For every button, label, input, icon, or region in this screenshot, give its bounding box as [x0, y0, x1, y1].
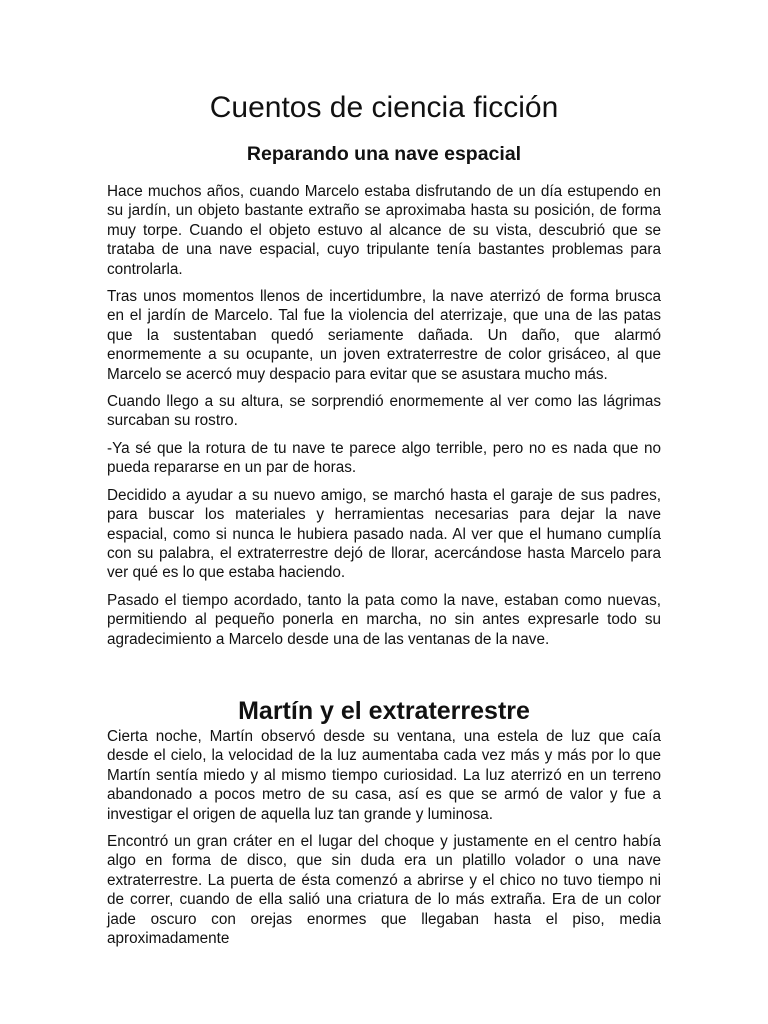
paragraph: Encontró un gran cráter en el lugar del choque y justamente en el centro había algo en forma de disco, que sin duda era un platillo volador o una nave extraterrestre. La puerta de ésta comenzó a abrirse y el chico no tuvo tiempo ni de correr, cuando de ella salió una criatura de lo más extraña. Era de un color jade oscuro con orejas enormes que llegaban hasta el piso, media aproximadamente: [107, 833, 661, 948]
story-body-martin: [107, 727, 661, 956]
paragraph: Decidido a ayudar a su nuevo amigo, se marchó hasta el garaje de sus padres, para buscar los materiales y herramientas necesarias para dejar la nave espacial, como si nunca le hubiera pasado nada. Al ver que el humano cumplía con su palabra, el extraterrestre dejó de llorar, acercándose hasta Marcelo para ver qué es lo que estaba haciendo.: [107, 486, 661, 582]
paragraph: -Ya sé que la rotura de tu nave te parece algo terrible, pero no es nada que no pueda repararse en un par de horas.: [107, 439, 661, 477]
paragraph: Hace muchos años, cuando Marcelo estaba disfrutando de un día estupendo en su jardín, un objeto bastante extraño se aproximaba hasta su posición, de forma muy torpe. Cuando el objeto estuvo al alcance de su vista, descubrió que se trataba de una nave espacial, cuyo tripulante tenía bastantes problemas para controlarla.: [107, 183, 661, 278]
paragraph: Tras unos momentos llenos de incertidumbre, la nave aterrizó de forma brusca en el jardín de Marcelo. Tal fue la violencia del aterrizaje, que una de las patas que la sustentaban quedó seriamente dañada. Un daño, que alarmó enormemente a su ocupante, un joven extraterrestre de color grisáceo, al que Marcelo se acercó muy despacio para evitar que se asustara mucho más.: [107, 288, 661, 383]
story-title-martin: Martín y el extraterrestre: [238, 697, 530, 725]
paragraph: Pasado el tiempo acordado, tanto la pata como la nave, estaban como nuevas, permitiendo al pequeño ponerla en marcha, no sin antes expresarle todo su agradecimiento a Marcelo desde una de las ventanas de la nave.: [107, 591, 661, 648]
story-body-reparando: [107, 182, 661, 657]
paragraph: Cuando llego a su altura, se sorprendió enormemente al ver como las lágrimas surcaban su rostro.: [107, 393, 661, 430]
document-title: Cuentos de ciencia ficción: [209, 91, 559, 124]
paragraph: Cierta noche, Martín observó desde su ventana, una estela de luz que caía desde el cielo, la velocidad de la luz aumentaba cada vez más y más por lo que Martín sentía miedo y al mismo tiempo curiosidad. La luz aterrizó en un terreno abandonado a pocos metro de su casa, así es que se armó de valor y fue a investigar el origen de aquella luz tan grande y luminosa.: [107, 728, 661, 823]
story-title-reparando: Reparando una nave espacial: [246, 143, 522, 165]
